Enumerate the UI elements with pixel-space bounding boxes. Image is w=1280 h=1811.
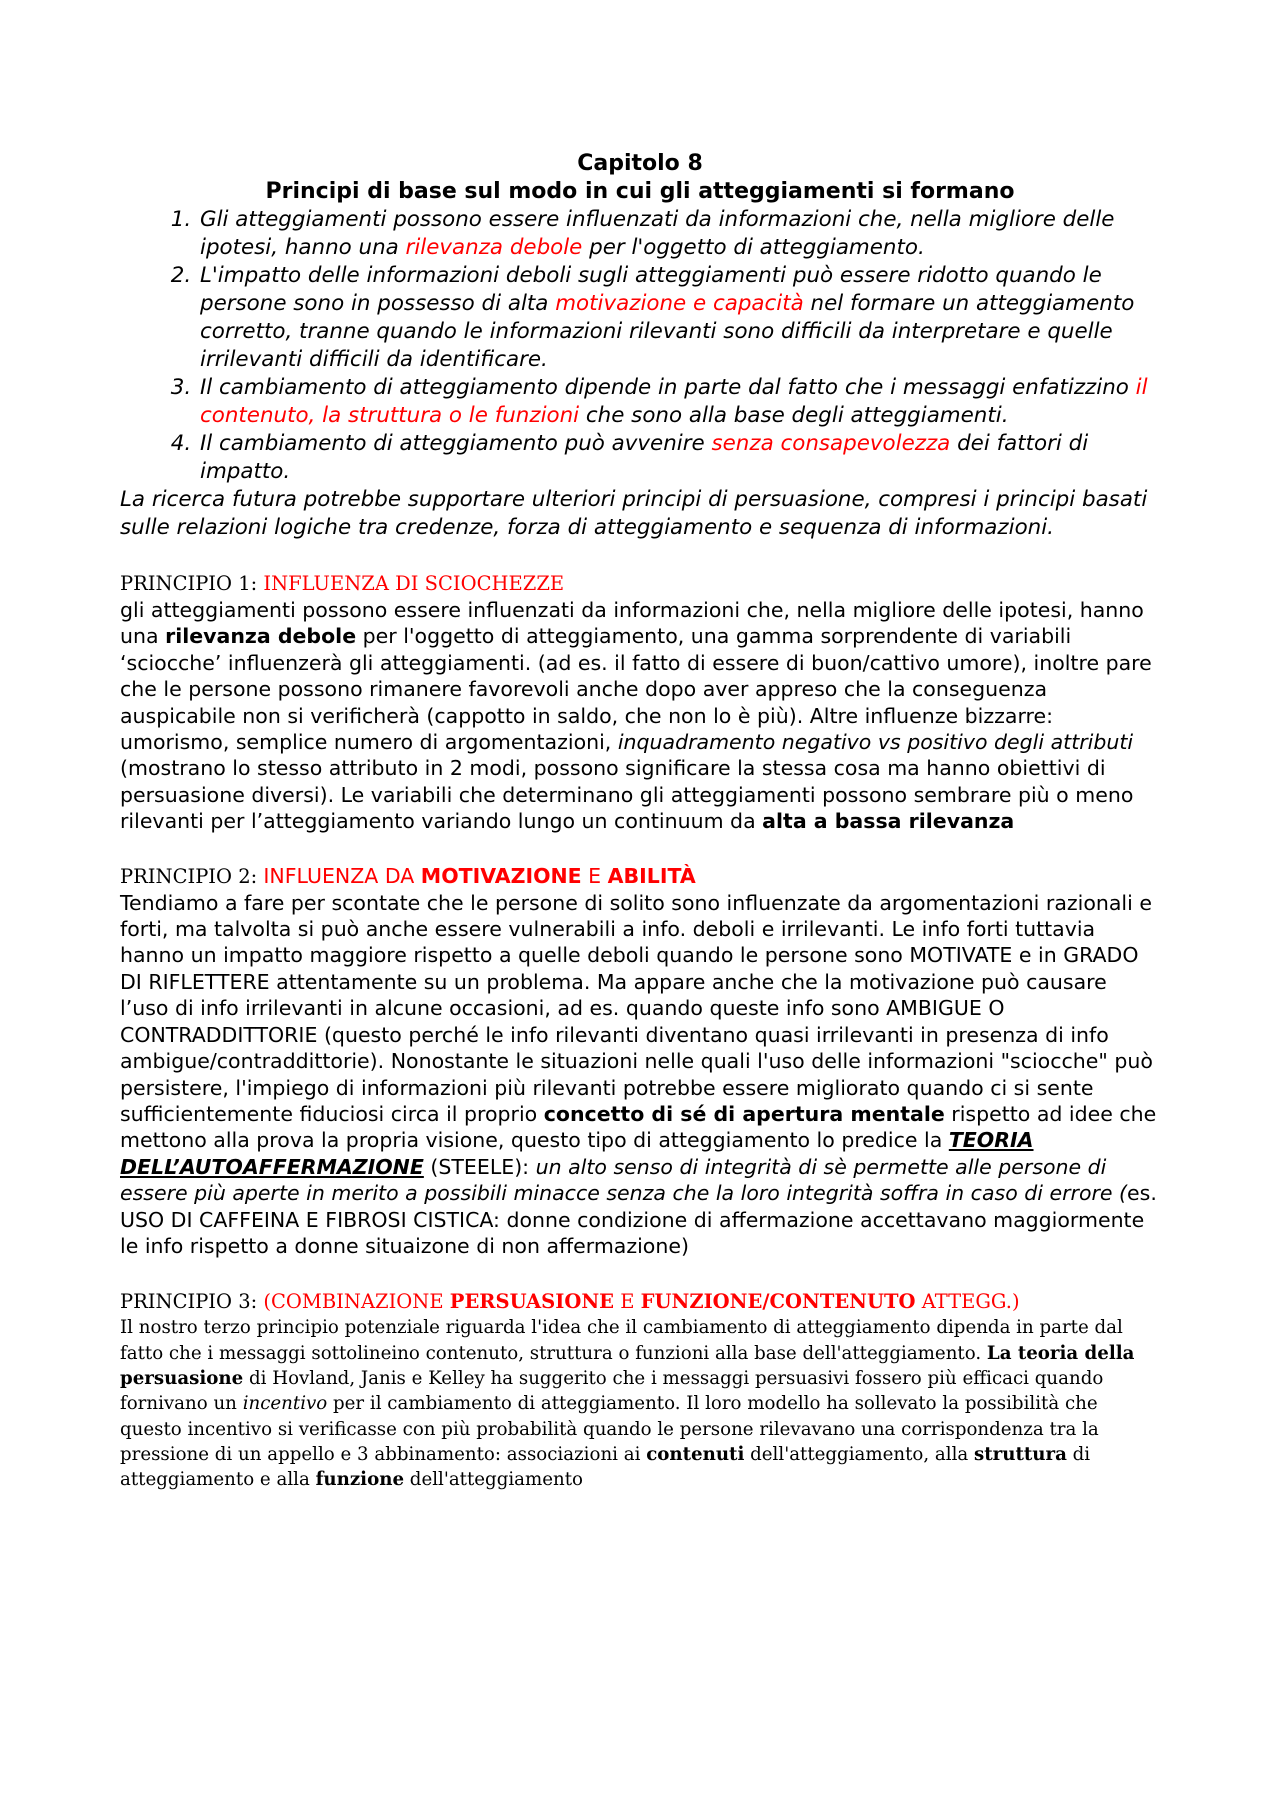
body-text: es. USO DI CAFFEINA E FIBROSI CISTICA: donne condizione di affermazione accettavano maggiormente le info rispetto a donne situaizone di non affermazione) [120, 1181, 1157, 1258]
list-item [198, 206, 1160, 262]
bold-text: alta a bassa rilevanza [762, 809, 1015, 834]
italic-text: incentivo [242, 1393, 328, 1415]
section-title: (COMBINAZIONE [263, 1290, 450, 1314]
theory-name: TEORIA DELL’AUTOAFFERMAZIONE [120, 1128, 1034, 1179]
body-text: per il cambiamento di atteggiamento. Il loro modello ha sollevato la possibilità che questo incentivo si verificasse con più probabilità quando le persone rilevavano una corrispondenza tra la pressione di un appello e 3 abbinamento: associazioni ai [120, 1393, 1099, 1465]
section-heading-2 [120, 863, 1160, 890]
list-text: L'impatto delle informazioni deboli sugli atteggiamenti può essere ridotto quando le persone sono in possesso di alta [200, 263, 1102, 316]
highlight-text: rilevanza debole [405, 235, 583, 260]
section-body-3 [120, 1315, 1160, 1492]
chapter-subtitle: Principi di base sul modo in cui gli atteggiamenti si formano [265, 179, 1015, 204]
intro-closing-paragraph: La ricerca futura potrebbe supportare ulteriori principi di persuasione, compresi i principi basati sulle relazioni logiche tra credenze, forza di atteggiamento e sequenza di informazioni. [120, 487, 1148, 540]
section-title-bold: ABILITÀ [607, 863, 696, 888]
bold-text: contenuti [646, 1443, 745, 1465]
italic-text: inquadramento negativo vs positivo degli attributi [617, 730, 1134, 755]
list-text: Gli atteggiamenti possono essere influenzati da informazioni che, nella migliore delle ipotesi, hanno una [200, 207, 1115, 260]
list-text: che sono alla base degli atteggiamenti. [579, 403, 1009, 428]
list-item [198, 374, 1160, 430]
body-text: gli atteggiamenti possono essere influenzati da informazioni che, nella migliore delle ipotesi, hanno una [120, 598, 1144, 649]
list-text: nel formare un atteggiamento corretto, tranne quando le informazioni rilevanti sono difficili da interpretare e quelle irrilevanti difficili da identificare. [200, 291, 1135, 372]
body-text: dell'atteggiamento [404, 1469, 583, 1491]
section-title-bold: PERSUASIONE [449, 1290, 615, 1314]
body-text: di Hovland, Janis e Kelley ha suggerito che i messaggi persuasivi fossero più efficaci quando fornivano un [120, 1367, 1104, 1415]
list-text: Il cambiamento di atteggiamento dipende in parte dal fatto che i messaggi enfatizzino [200, 375, 1136, 400]
section-title: ATTEGG.) [915, 1290, 1020, 1314]
list-text: dei fattori di impatto. [200, 431, 1089, 484]
body-text: (mostrano lo stesso attributo in 2 modi, possono significare la stessa cosa ma hanno obiettivi di persuasione diversi). Le variabili che determinano gli atteggiamenti possono sembrare più o meno rilevanti per l’atteggiamento variando lungo un continuum da [120, 756, 1134, 834]
body-text: di atteggiamento e alla [120, 1443, 1091, 1491]
bold-text: concetto di sé di apertura mentale [543, 1101, 945, 1126]
section-title: INFLUENZA DA [263, 863, 421, 888]
body-text: dell'atteggiamento, alla [744, 1443, 975, 1465]
section-body-2 [120, 890, 1160, 1260]
section-body-1 [120, 597, 1160, 835]
section-label: PRINCIPIO 1: [120, 572, 264, 595]
section-label: PRINCIPIO 3: [120, 1290, 264, 1314]
section-title: INFLUENZA DI SCIOCHEZZE [263, 572, 565, 595]
bold-text: funzione [315, 1469, 405, 1491]
section-title-bold: MOTIVAZIONE [420, 863, 582, 888]
italic-text: un alto senso di integrità di sè permette alle persone di essere più aperte in merito a possibili minacce senza che la loro integrità soffra in caso di errore ( [120, 1154, 1128, 1206]
list-item [198, 262, 1160, 374]
list-item [198, 430, 1160, 486]
bold-text: struttura [974, 1443, 1067, 1465]
document-page [120, 150, 1160, 1492]
body-text: Tendiamo a fare per scontate che le persone di solito sono influenzate da argomentazioni razionali e forti, ma talvolta si può anche essere vulnerabili a info. deboli e irrilevanti. Le info forti tuttavia hanno un impatto maggiore rispetto a quelle deboli quando le persone sono MOTIVATE e in GRADO DI RIFLETTERE attentamente su un problema. Ma appare anche che la motivazione può causare l’uso di info irrilevanti in alcune occasioni, ad es. quando queste info sono AMBIGUE O CONTRADDITTORIE (questo perché le info rilevanti diventano quasi irrilevanti in presenza di info ambigue/contraddittorie). Nonostante le situazioni nelle quali l'uso delle informazioni "sciocche" può persistere, l'impiego di informazioni più rilevanti potrebbe essere migliorato quando ci si sente sufficientemente fiduciosi circa il proprio [120, 890, 1153, 1126]
section-title-bold: FUNZIONE/CONTENUTO [640, 1290, 916, 1314]
body-text: (STEELE): [423, 1154, 536, 1179]
list-text: Il cambiamento di atteggiamento può avvenire [200, 431, 712, 456]
body-text: rispetto ad idee che mettono alla prova la propria visione, questo tipo di atteggiamento lo predice la [120, 1101, 1157, 1153]
bold-text: rilevanza debole [165, 624, 357, 649]
highlight-text: motivazione e capacità [555, 291, 804, 316]
section-heading-3 [120, 1289, 1160, 1315]
body-text: Il nostro terzo principio potenziale riguarda l'idea che il cambiamento di atteggiamento dipenda in parte dal fatto che i messaggi sottolineino contenuto, struttura o funzioni alla base dell'atteggiamento. [120, 1317, 1123, 1364]
section-title: E [581, 863, 608, 888]
list-text: per l'oggetto di atteggiamento. [582, 235, 925, 260]
body-text: per l'oggetto di atteggiamento, una gamma sorprendente di variabili ‘sciocche’ influenzerà gli atteggiamenti. (ad es. il fatto di essere di buon/cattivo umore), inoltre pare che le persone possono rimanere favorevoli anche dopo aver appreso che la conseguenza auspicabile non si verificherà (cappotto in saldo, che non lo è più). Altre influenze bizzarre: umorismo, semplice numero di argomentazioni, [120, 624, 1152, 755]
highlight-text: il contenuto, la struttura o le funzioni [200, 375, 1148, 428]
principles-list [120, 206, 1160, 486]
highlight-text: senza consapevolezza [711, 431, 951, 456]
section-heading-1 [120, 571, 1160, 597]
section-title: E [614, 1290, 641, 1314]
section-label: PRINCIPIO 2: [120, 864, 264, 888]
chapter-title: Capitolo 8 [577, 151, 703, 176]
bold-text: La teoria della persuasione [120, 1342, 1135, 1389]
